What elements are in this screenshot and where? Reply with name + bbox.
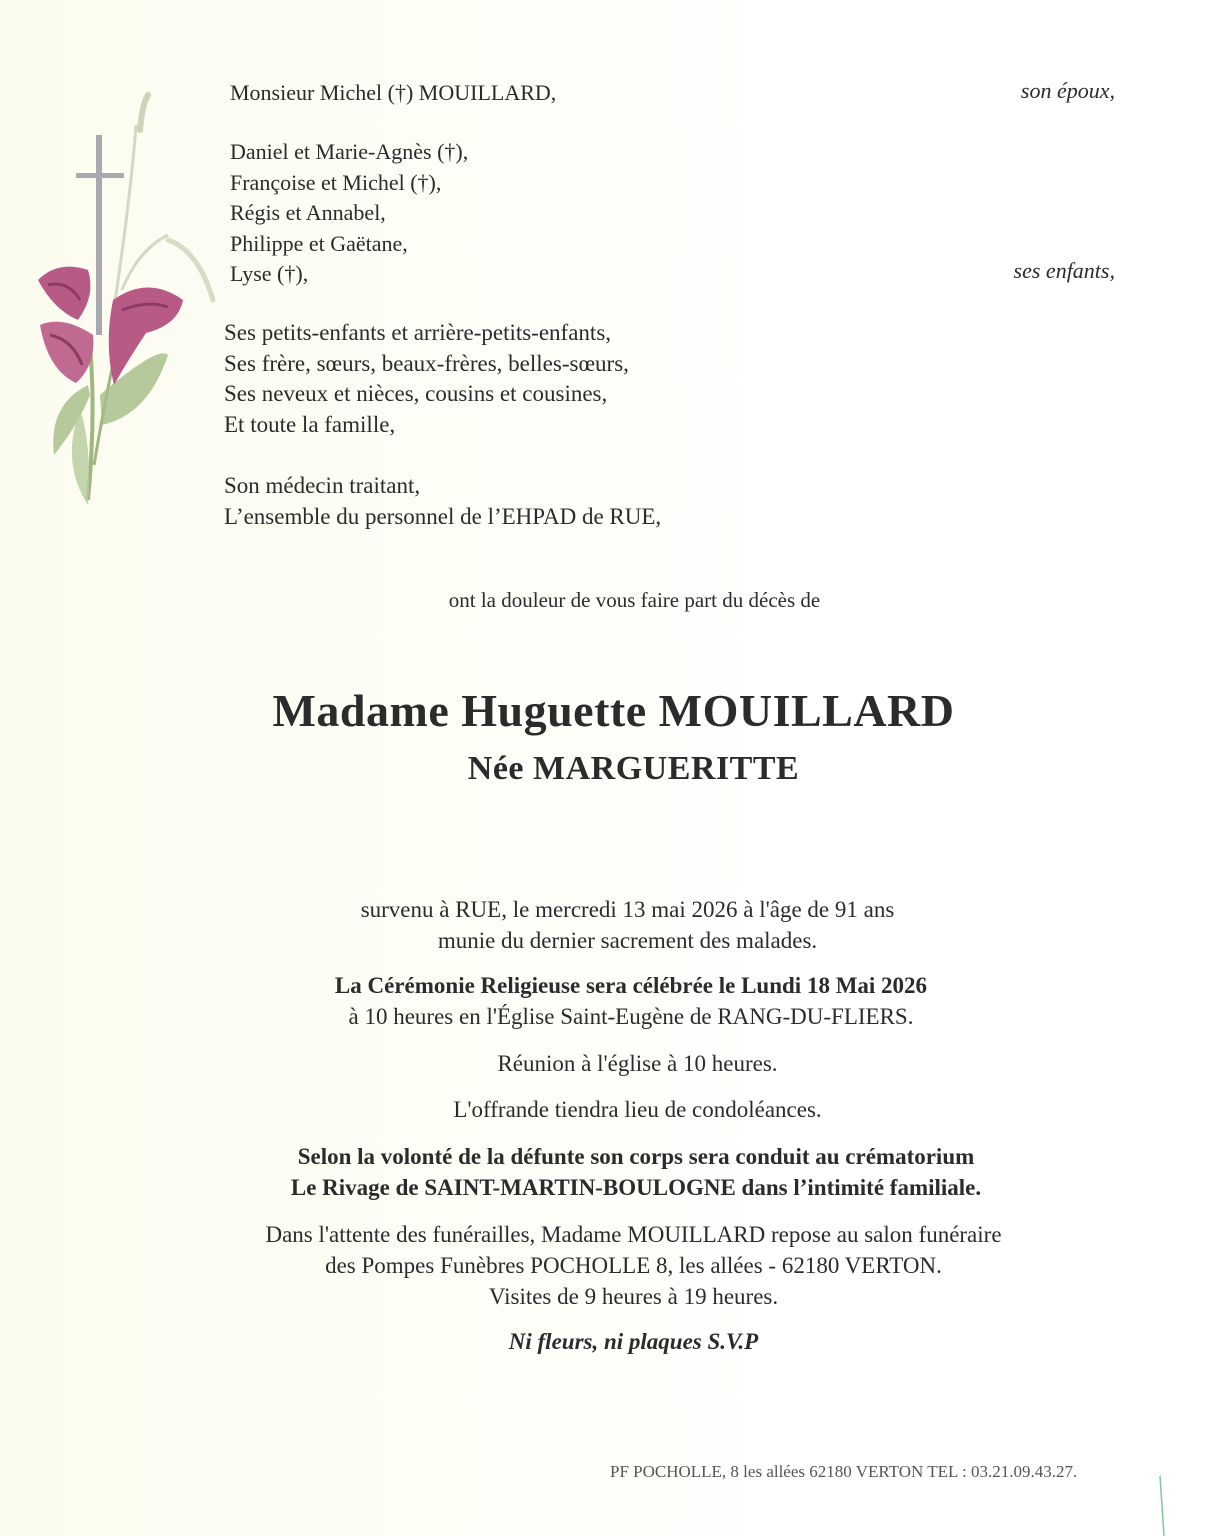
child-name: Philippe et Gaëtane, <box>230 230 408 256</box>
family-line: Et toute la famille, <box>224 411 396 437</box>
ceremony-line: à 10 heures en l'Église Saint-Eugène de RANG-DU-FLIERS. <box>348 1004 914 1029</box>
ceremony-details <box>0 970 1227 1032</box>
care-line: L’ensemble du personnel de l’EHPAD de RUE, <box>224 503 662 529</box>
rest-line: Dans l'attente des funérailles, Madame MOUILLARD repose au salon funéraire <box>265 1222 1002 1247</box>
announcement-text: ont la douleur de vous faire part du décès de <box>448 588 821 612</box>
child-name: Daniel et Marie-Agnès (†), <box>230 139 469 164</box>
child-name: Lyse (†), <box>230 261 309 286</box>
child-name: Régis et Annabel, <box>230 200 386 225</box>
children-list <box>230 137 468 290</box>
cremation-line: Selon la volonté de la défunte son corps sera conduit au crématorium <box>297 1144 975 1169</box>
rest-line: des Pompes Funèbres POCHOLLE 8, les allées - 62180 VERTON. <box>325 1253 942 1278</box>
death-line: survenu à RUE, le mercredi 13 mai 2026 à l'âge de 91 ans <box>360 897 895 922</box>
deceased-maiden-name: Née MARGUERITTE <box>467 750 800 787</box>
deceased-name: Madame Huguette MOUILLARD <box>272 685 955 736</box>
rest-line: Visites de 9 heures à 19 heures. <box>488 1284 779 1309</box>
family-line: Ses petits-enfants et arrière-petits-enfants, <box>224 320 612 345</box>
cremation-line: Le Rivage de SAINT-MARTIN-BOULOGNE dans l’intimité familiale. <box>290 1175 982 1200</box>
flowers-note: Ni fleurs, ni plaques S.V.P <box>508 1329 759 1354</box>
family-line: Ses neveux et nièces, cousins et cousines, <box>224 381 608 406</box>
scan-mark-icon <box>1159 1476 1165 1536</box>
offering-text: L'offrande tiendra lieu de condoléances. <box>453 1097 822 1122</box>
family-line: Ses frère, sœurs, beaux-frères, belles-sœurs, <box>224 350 629 376</box>
rest-details <box>0 1219 1227 1312</box>
cross-with-calla-lilies-icon <box>18 85 228 515</box>
child-name: Françoise et Michel (†), <box>230 169 442 195</box>
spouse-name: Monsieur Michel (†) MOUILLARD, <box>230 80 557 105</box>
footer-contact: PF POCHOLLE, 8 les allées 62180 VERTON TEL : 03.21.09.43.27. <box>610 1462 1078 1481</box>
family-list <box>224 318 629 440</box>
children-relation: ses enfants, <box>1013 258 1115 283</box>
meeting-text: Réunion à l'église à 10 heures. <box>497 1051 778 1076</box>
care-line: Son médecin traitant, <box>224 473 421 498</box>
death-details <box>0 894 1227 956</box>
care-list <box>224 471 661 532</box>
cremation-details <box>0 1141 1227 1203</box>
spouse-relation: son époux, <box>1020 78 1115 103</box>
death-line: munie du dernier sacrement des malades. <box>437 928 818 953</box>
ceremony-line: La Cérémonie Religieuse sera célébrée le Lundi 18 Mai 2026 <box>334 973 928 998</box>
